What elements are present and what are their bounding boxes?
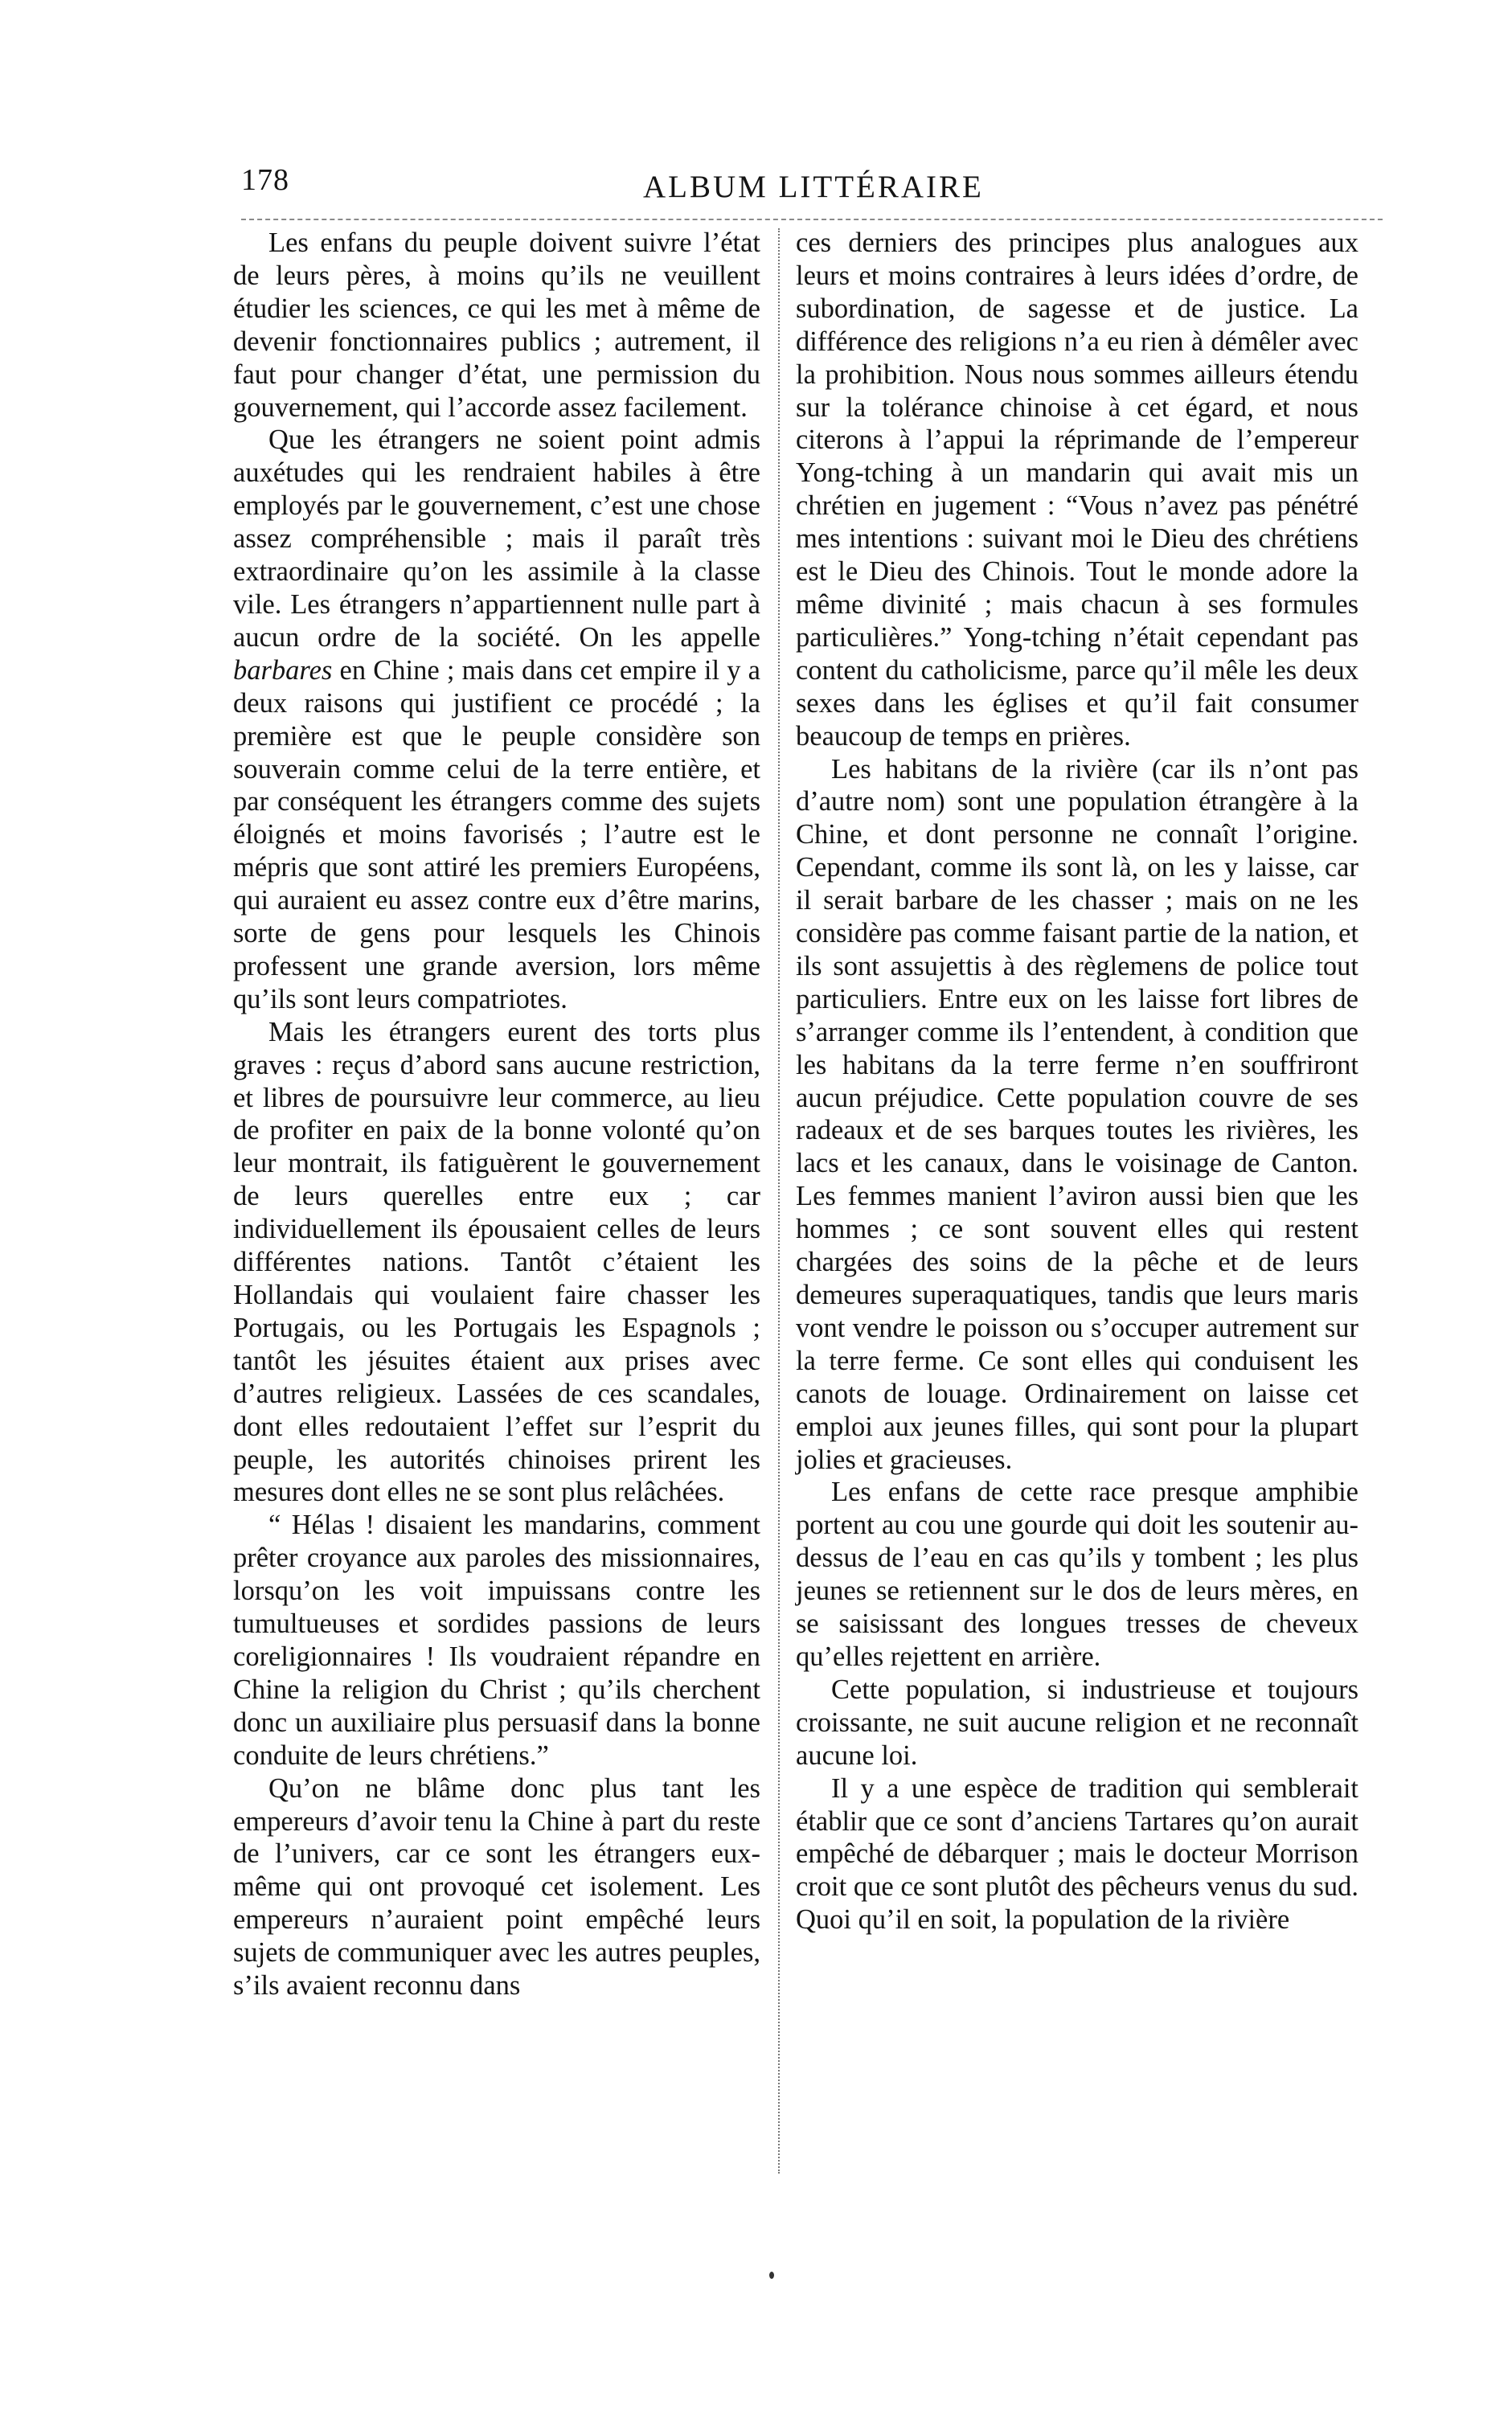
paragraph: Qu’on ne blâme donc plus tant les empereurs d’avoir tenu la Chine à part du reste de l’univers, car ce sont les étrangers eux-même qui ont provoqué cet isolement. Les empereurs n’auraient point empêché leurs sujets de communiquer avec les autres peuples, s’ils avaient reconnu dans bbox=[233, 1772, 760, 2002]
paragraph: Mais les étrangers eurent des torts plus graves : reçus d’abord sans aucune restriction, et libres de poursuivre leur commerce, au lieu de profiter en paix de la bonne volonté qu’on leur montrait, ils fatiguèrent le gouvernement de leurs querelles entre eux ; car individuellement ils épousaient celles de leurs différentes nations. Tantôt c’étaient les Hollandais qui voulaient faire chasser les Portugais, ou les Portugais les Espagnols ; tantôt les jésuites étaient aux prises avec d’autres religieux. Lassées de ces scandales, dont elles redoutaient l’effet sur l’esprit du peuple, les autorités chinoises prirent les mesures dont elles ne se sont plus relâchées. bbox=[233, 1016, 760, 1508]
column-divider bbox=[778, 228, 780, 2174]
right-column bbox=[796, 227, 1358, 1936]
text-run: en Chine ; mais dans cet empire il y a deux raisons qui justifient ce procédé ; la première est que le peuple considère son souverain comme celui de la terre entière, et par conséquent les étrangers comme des sujets éloignés et moins favorisés ; l’autre est le mépris que sont attiré les premiers Européens, qui auraient eu assez contre eux d’être marins, sorte de gens pour lesquels les Chinois professent une grande aversion, lors même qu’ils sont leurs compatriotes. bbox=[233, 654, 760, 1014]
paragraph: ces derniers des principes plus analogues aux leurs et moins contraires à leurs idées d’ordre, de subordination, de sagesse et de justice. La différence des religions n’a eu rien à démêler avec la prohibition. Nous nous sommes ailleurs étendu sur la tolérance chinoise à cet égard, et nous citerons à l’appui la réprimande de l’empereur Yong-tching à un mandarin qui avait mis un chrétien en jugement : “Vous n’avez pas pénétré mes intentions : suivant moi le Dieu des chrétiens est le Dieu des Chinois. Tout le monde adore la même divinité ; mais chacun à ses formules particulières.” Yong-tching n’était cependant pas content du catholicisme, parce qu’il mêle les deux sexes dans les églises et qu’il fait consumer beaucoup de temps en prières. bbox=[796, 227, 1358, 752]
text-run: Que les étrangers ne soient point admis auxétudes qui les rendraient habiles à être employés par le gouvernement, c’est une chose assez compréhensible ; mais il paraît très extraordinaire qu’on les assimile à la classe vile. Les étrangers n’appartiennent nulle part à aucun ordre de la société. On les appelle bbox=[233, 424, 760, 653]
paragraph bbox=[233, 424, 760, 1015]
running-title: ALBUM LITTÉRAIRE bbox=[643, 170, 984, 204]
paragraph: Les enfans du peuple doivent suivre l’état de leurs pères, à moins qu’ils ne veuillent étudier les sciences, ce qui les met à même de devenir fonctionnaires publics ; autrement, il faut pour changer d’état, une permission du gouvernement, qui l’accorde assez facilement. bbox=[233, 227, 760, 423]
paragraph: Les enfans de cette race presque amphibie portent au cou une gourde qui doit les soutenir au-dessus de l’eau en cas qu’ils y tombent ; les plus jeunes se retiennent sur le dos de leurs mères, en se saisissant des longues tresses de cheveux qu’elles rejettent en arrière. bbox=[796, 1477, 1358, 1672]
left-column bbox=[233, 227, 760, 2002]
paragraph: “ Hélas ! disaient les mandarins, comment prêter croyance aux paroles des missionnaires, lorsqu’on les voit impuissans contre les tumultueuses et sordides passions de leurs coreligionnaires ! Ils voudraient répandre en Chine la religion du Christ ; qu’ils cherchent donc un auxiliaire plus persuasif dans la bonne conduite de leurs chrétiens.” bbox=[233, 1510, 760, 1771]
italic-term: barbares bbox=[233, 654, 333, 686]
header-rule bbox=[241, 219, 1383, 220]
page-number: 178 bbox=[241, 163, 289, 197]
paragraph: Cette population, si industrieuse et toujours croissante, ne suit aucune religion et ne reconnaît aucune loi. bbox=[796, 1674, 1358, 1771]
paragraph: Il y a une espèce de tradition qui semblerait établir que ce sont d’anciens Tartares qu’on aurait empêché de débarquer ; mais le docteur Morrison croit que ce sont plutôt des pêcheurs venus du sud. Quoi qu’il en soit, la population de la rivière bbox=[796, 1772, 1358, 1936]
ink-speck bbox=[769, 2272, 774, 2279]
paragraph: Les habitans de la rivière (car ils n’ont pas d’autre nom) sont une population étrangère à la Chine, et dont personne ne connaît l’origine. Cependant, comme ils sont là, on les y laisse, car il serait barbare de les chasser ; mais on ne les considère pas comme faisant partie de la nation, et ils sont assujettis à des règlemens de police tout particuliers. Entre eux on les laisse fort libres de s’arranger comme ils l’entendent, à condition que les habitans da la terre ferme n’en souffriront aucun préjudice. Cette population couvre de ses radeaux et de ses barques toutes les rivières, les lacs et les canaux, dans le voisinage de Canton. Les femmes manient l’aviron aussi bien que les hommes ; ce sont souvent elles qui restent chargées des soins de la pêche et de leurs demeures superaquatiques, tandis que leurs maris vont vendre le poisson ou s’occuper autrement sur la terre ferme. Ce sont elles qui conduisent les canots de louage. Ordinairement on laisse cet emploi aux jeunes filles, qui sont pour la plupart jolies et gracieuses. bbox=[796, 753, 1358, 1475]
